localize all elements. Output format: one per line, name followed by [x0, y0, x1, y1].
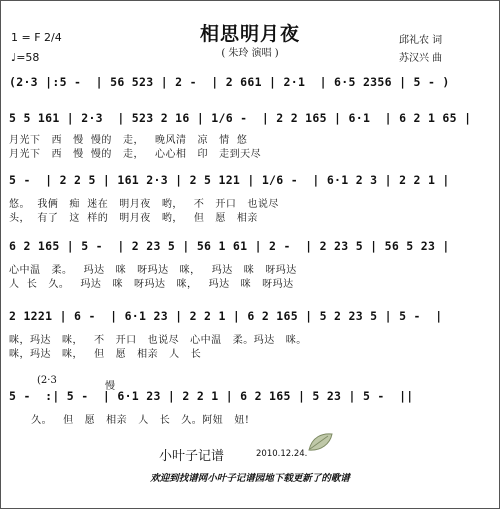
- tempo-marking: ♩=58: [11, 51, 40, 64]
- notation-line: 5 - | 2 2 5 | 161 2·3 | 2 5 121 | 1/6 - | 6·1 2 3 | 2 2 1 |: [9, 173, 450, 187]
- slow-marking: 慢: [105, 381, 115, 392]
- lyric-line: 咪，玛达 咪， 不 开口 也说尽 心中温 柔。玛达 咪。: [9, 335, 307, 346]
- signature: 小叶子记谱: [159, 449, 225, 464]
- lyric-line: 久。 但 愿 相亲 人 长 久。阿妞 妞!: [9, 415, 250, 426]
- key-signature: 1 = F 2/4: [11, 31, 62, 44]
- score-line-4: [9, 239, 491, 297]
- lyric-line: 月光下 西 慢 慢的 走， 晚风清 凉 情 悠: [9, 135, 248, 146]
- lyric-line: 人 长 久。 玛达 咪 呀玛达 咪， 玛达 咪 呀玛达: [9, 279, 294, 290]
- second-ending-mark: (2·3: [37, 375, 57, 386]
- notation-line: 6 2 165 | 5 - | 2 23 5 | 56 1 61 | 2 - | 2 23 5 | 56 5 23 |: [9, 239, 450, 253]
- lyric-line: 头， 有了 这 样的 明月夜 哟， 但 愿 相亲: [9, 213, 258, 224]
- lyric-line: 月光下 西 慢 慢的 走， 心心相 印 走到天尽: [9, 149, 262, 160]
- site-tagline: 欢迎到找谱网小叶子记谱园地下载更新了的歌谱: [150, 473, 350, 484]
- composer-credit: 苏汉兴 曲: [399, 53, 443, 64]
- score-line-6: [9, 389, 491, 429]
- notation-line: 5 - :| 5 - | 6·1 23 | 2 2 1 | 6 2 165 | 5 23 | 5 - ||: [9, 389, 414, 403]
- notation-line: (2·3 |:5 - | 56 523 | 2 - | 2 661 | 2·1 | 6·5 2356 | 5 - ): [9, 75, 450, 89]
- notation-line: 5 5 161 | 2·3 | 523 2 16 | 1/6 - | 2 2 165 | 6·1 | 6 2 1 65 |: [9, 111, 472, 125]
- score-line-1: [9, 75, 491, 97]
- score-line-2: [9, 111, 491, 167]
- song-title: 相思明月夜: [199, 23, 300, 45]
- leaf-icon: [306, 431, 334, 453]
- lyric-line: 悠。 我俩 痴 迷在 明月夜 哟， 不 开口 也说尽: [9, 199, 279, 210]
- notation-line: 2 1221 | 6 - | 6·1 23 | 2 2 1 | 6 2 165 | 5 2 23 5 | 5 - |: [9, 309, 443, 323]
- lyric-line: 咪，玛达 咪， 但 愿 相亲 人 长: [9, 349, 202, 360]
- song-subtitle: ( 朱玲 演唱 ): [221, 48, 279, 59]
- score-line-3: [9, 173, 491, 231]
- lyric-line: 心中温 柔。 玛达 咪 呀玛达 咪， 玛达 咪 呀玛达: [9, 265, 297, 276]
- transcription-date: 2010.12.24.: [256, 449, 308, 459]
- score-line-5: [9, 309, 491, 367]
- lyricist-credit: 邱礼农 词: [399, 35, 443, 46]
